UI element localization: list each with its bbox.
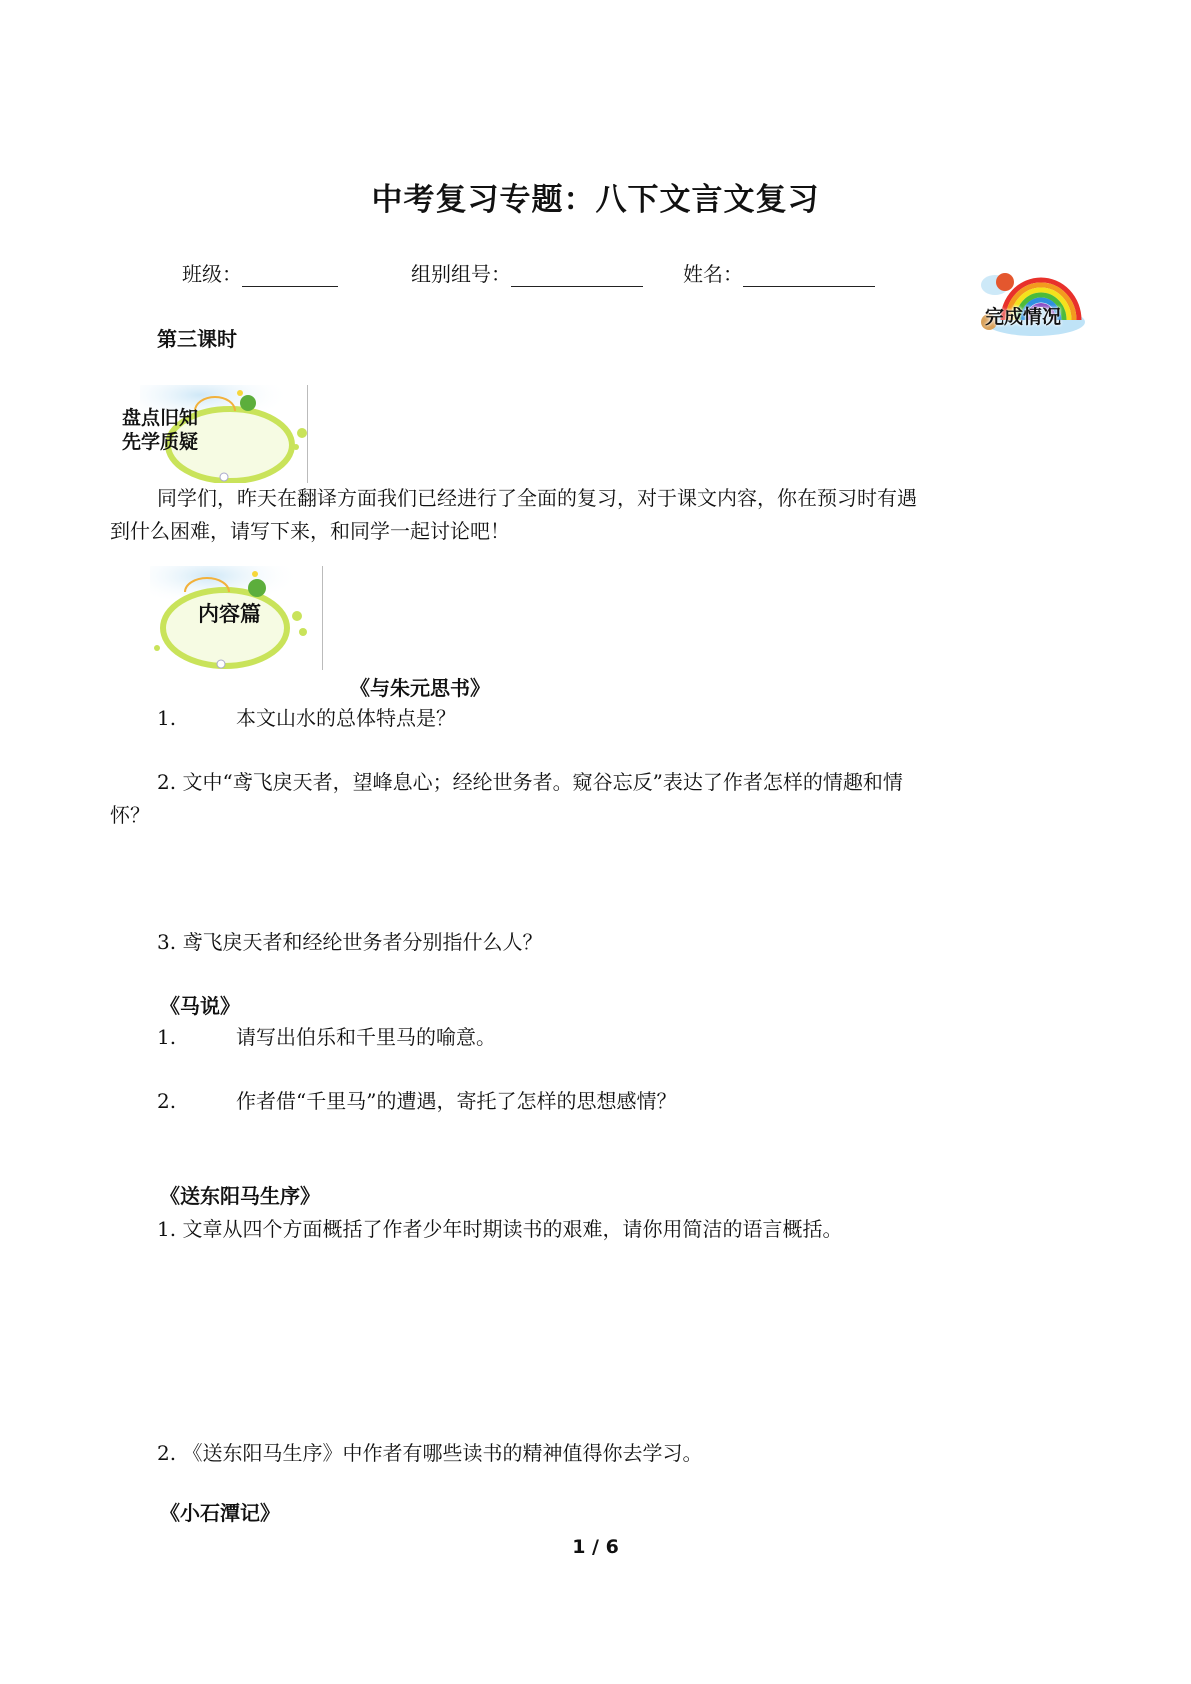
question-number: 1. [157, 1025, 177, 1049]
page-number: 1 / 6 [572, 1536, 619, 1558]
question-item [157, 926, 542, 955]
question-number: 1. [157, 706, 177, 730]
divider-line [307, 385, 308, 483]
group-label: 组别组号： [411, 262, 511, 286]
question-number: 2. [157, 1089, 177, 1113]
completion-badge-label: 完成情况 [985, 306, 1062, 328]
rainbow-icon [975, 250, 1090, 345]
question-text: 鸢飞戾天者和经纶世务者分别指什么人？ [182, 930, 543, 954]
group-field [411, 258, 643, 287]
group-blank[interactable] [511, 264, 643, 287]
class-field [182, 258, 338, 287]
question-text: 请写出伯乐和千里马的喻意。 [236, 1025, 496, 1049]
question-text: 本文山水的总体特点是？ [236, 706, 456, 730]
content-badge-label: 内容篇 [198, 602, 261, 626]
text-title-xiao-shi-tan-ji: 《小石潭记》 [160, 1501, 280, 1525]
divider-line [322, 566, 323, 670]
name-label: 姓名： [683, 262, 743, 286]
text-title-yu-zhu-yuan-si-shu: 《与朱元思书》 [350, 676, 490, 700]
review-badge-line2: 先学质疑 [122, 431, 199, 453]
question-text: 《送东阳马生序》中作者有哪些读书的精神值得你去学习。 [182, 1441, 703, 1465]
text-title-ma-shuo: 《马说》 [160, 994, 240, 1018]
question-number: 2. [157, 1441, 177, 1465]
question-item [157, 1437, 702, 1466]
name-field [683, 258, 875, 287]
page-title: 中考复习专题：八下文言文复习 [371, 182, 820, 218]
question-text: 文中“鸢飞戾天者，望峰息心；经纶世务者。窥谷忘反”表达了作者怎样的情趣和情 [182, 770, 903, 794]
intro-paragraph-line1: 同学们，昨天在翻译方面我们已经进行了全面的复习，对于课文内容，你在预习时有遇 [157, 486, 917, 510]
question-number: 2. [157, 770, 177, 794]
review-badge-line1: 盘点旧知 [122, 407, 199, 429]
question-item [157, 702, 456, 731]
question-text: 文章从四个方面概括了作者少年时期读书的艰难，请你用简洁的语言概括。 [182, 1217, 843, 1241]
question-item [157, 1021, 496, 1050]
question-item [157, 1213, 842, 1242]
class-blank[interactable] [242, 264, 338, 287]
question-item [157, 766, 903, 795]
question-number: 1. [157, 1217, 177, 1241]
intro-paragraph-line2: 到什么困难，请写下来，和同学一起讨论吧！ [110, 519, 510, 543]
question-item [157, 1085, 676, 1114]
question-text: 作者借“千里马”的遭遇，寄托了怎样的思想感情？ [236, 1089, 677, 1113]
class-label: 班级： [182, 262, 242, 286]
text-title-song-dong-yang-ma-sheng-xu: 《送东阳马生序》 [160, 1184, 320, 1208]
review-badge [120, 385, 310, 483]
question-number: 3. [157, 930, 177, 954]
name-blank[interactable] [743, 264, 875, 287]
lesson-heading: 第三课时 [157, 327, 237, 351]
completion-badge [975, 250, 1090, 345]
question-text-continued: 怀？ [110, 803, 150, 827]
content-badge [145, 566, 325, 670]
